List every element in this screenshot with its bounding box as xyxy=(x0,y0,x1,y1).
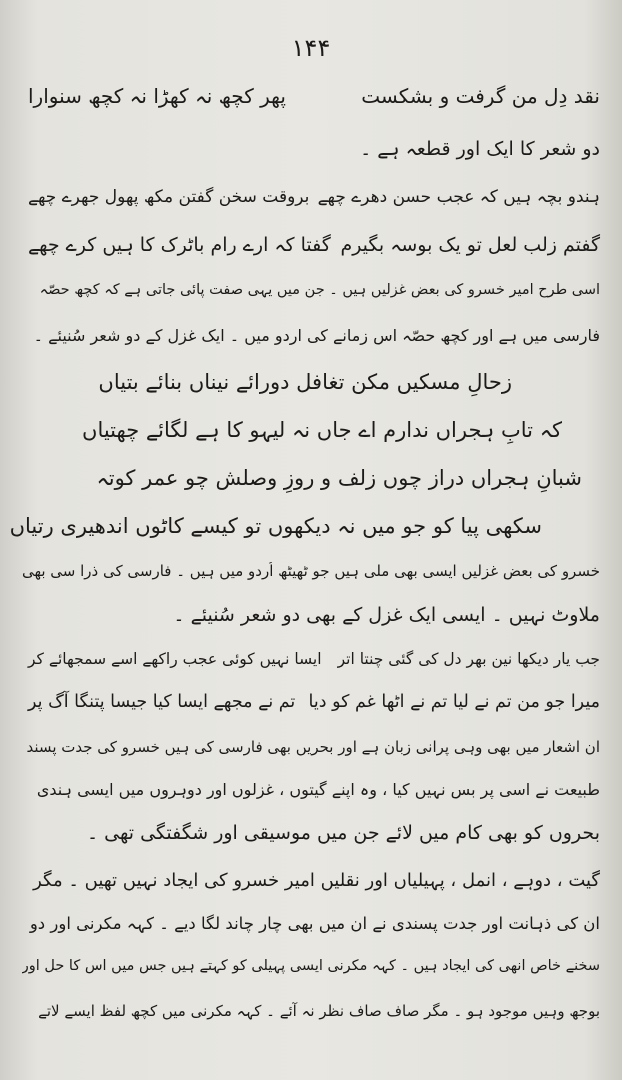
verse-couplet xyxy=(28,186,600,207)
paragraph-line: فارسی میں ہے اور کچھ حصّہ اس زمانے کی اردو میں ۔ ایک غزل کے دو شعر سُنیئے ۔ xyxy=(33,326,600,345)
verse-couplet xyxy=(28,84,600,108)
verse-first-hemistich: ہندو بچہ ہیں کہ عجب حسن دھرے چھے xyxy=(317,187,600,207)
ghazal-line: شبانِ ہجراں دراز چوں زلف و روزِ وصلش چو عمر کوتہ xyxy=(96,466,582,490)
verse-first-hemistich: نقد دِل من گرفت و بشکست xyxy=(361,84,600,108)
verse-couplet xyxy=(28,692,600,712)
verse-first-hemistich: جب یار دیکھا نین بھر دل کی گئی چنتا اتر xyxy=(337,650,600,668)
paragraph-line: سخنے خاص انھی کی ایجاد ہیں ۔ کہہ مکرنی ایسی پہیلی کو کہتے ہیں جس میں اس کا حل اور xyxy=(22,958,600,974)
verse-second-hemistich: پھر کچھ نہ کھڑا نہ کچھ سنوارا xyxy=(28,84,286,108)
verse-second-hemistich: گفتا کہ ارے رام باٹرک کا ہیں کرے چھے xyxy=(28,234,331,256)
paragraph-line: خسرو کی بعض غزلیں ایسی بھی ملی ہیں جو ٹھیٹھ اُردو میں ہیں ۔ فارسی کی ذرا سی بھی xyxy=(22,562,600,580)
ghazal-line: سکھی پیا کو جو میں نہ دیکھوں تو کیسے کاٹوں اندھیری رتیاں xyxy=(9,514,542,538)
page-number: ۱۴۴ xyxy=(291,34,331,62)
paragraph-line: ان کی ذہانت اور جدت پسندی نے ان میں بھی چار چاند لگا دیے ۔ کہہ مکرنی اور دو xyxy=(29,914,600,933)
paragraph-line: گیت ، دوہے ، انمل ، پہیلیاں اور نقلیں امیر خسرو کی ایجاد نہیں تھیں ۔ مگر xyxy=(33,870,600,891)
ghazal-line: زحالِ مسکیں مکن تغافل دورائے نیناں بنائے بتیاں xyxy=(98,370,512,394)
paragraph-line: بحروں کو بھی کام میں لائے جن میں موسیقی اور شگفتگی تھی ۔ xyxy=(86,822,600,844)
paragraph-line: ملاوٹ نہیں ۔ ایسی ایک غزل کے بھی دو شعر سُنیئے ۔ xyxy=(173,604,600,626)
paragraph-line: طبیعت نے اسی پر بس نہیں کیا ، وہ اپنے گیتوں ، غزلوں اور دوہروں میں ایسی ہندی xyxy=(36,780,600,799)
verse-second-hemistich: بروقت سخن گفتن مکھ پھول جھرے چھے xyxy=(28,187,310,207)
verse-second-hemistich: تم نے مجھے ایسا کیا جیسا پتنگا آگ پر xyxy=(28,692,296,712)
paragraph-line: اسی طرح امیر خسرو کی بعض غزلیں ہیں ۔ جن میں یہی صفت پائی جاتی ہے کہ کچھ حصّہ xyxy=(39,282,600,298)
verse-couplet xyxy=(28,650,600,668)
verse-second-hemistich: ایسا نہیں کوئی عجب راکھے اسے سمجھائے کر xyxy=(28,650,322,668)
ghazal-line: کہ تابِ ہجراں ندارم اے جاں نہ لیہو کا ہے لگائے چھتیاں xyxy=(82,418,562,442)
paragraph-line: بوجھ وہیں موجود ہو ۔ مگر صاف صاف نظر نہ آئے ۔ کہہ مکرنی میں کچھ لفظ ایسے لاتے xyxy=(38,1002,600,1020)
verse-first-hemistich: گفتم زلب لعل تو یک بوسہ بگیرم xyxy=(340,234,600,256)
verse-first-hemistich: میرا جو من تم نے لیا تم نے اٹھا غم کو دیا xyxy=(308,692,600,712)
paragraph-line: ان اشعار میں بھی وہی پرانی زبان ہے اور بحریں بھی فارسی کی ہیں خسرو کی جدت پسند xyxy=(26,738,600,756)
intro-line: دو شعر کا ایک اور قطعہ ہے ۔ xyxy=(360,138,600,160)
verse-couplet xyxy=(28,234,600,256)
